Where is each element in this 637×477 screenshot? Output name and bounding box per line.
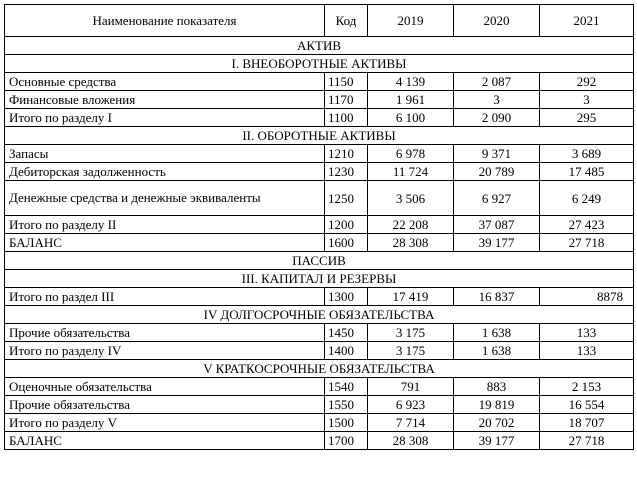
row-value-2021: 3 689	[540, 145, 634, 163]
row-name: БАЛАНС	[5, 234, 325, 252]
row-value-2021: 133	[540, 342, 634, 360]
row-code: 1450	[325, 324, 368, 342]
header-year-2021: 2021	[540, 5, 634, 37]
table-row	[5, 216, 634, 234]
row-name: Запасы	[5, 145, 325, 163]
section-row	[5, 270, 634, 288]
row-code: 1250	[325, 181, 368, 216]
balance-sheet-table	[4, 4, 634, 450]
row-code: 1170	[325, 91, 368, 109]
row-value-2021: 2 153	[540, 378, 634, 396]
row-value-2021: 292	[540, 73, 634, 91]
row-value-2019: 6 978	[368, 145, 454, 163]
header-year-2019: 2019	[368, 5, 454, 37]
table-row	[5, 396, 634, 414]
header-year-2020: 2020	[454, 5, 540, 37]
row-value-2020: 9 371	[454, 145, 540, 163]
row-name: Оценочные обязательства	[5, 378, 325, 396]
section-liabilities: ПАССИВ	[5, 252, 634, 270]
row-value-2020: 20 789	[454, 163, 540, 181]
row-value-2019: 11 724	[368, 163, 454, 181]
section-row	[5, 127, 634, 145]
row-code: 1700	[325, 432, 368, 450]
row-name: Итого по разделу IV	[5, 342, 325, 360]
row-value-2021: 133	[540, 324, 634, 342]
row-name: Прочие обязательства	[5, 324, 325, 342]
header-row	[5, 5, 634, 37]
section-short-term-liabilities: V КРАТКОСРОЧНЫЕ ОБЯЗАТЕЛЬСТВА	[5, 360, 634, 378]
row-value-2021: 18 707	[540, 414, 634, 432]
row-name: Итого по разделу V	[5, 414, 325, 432]
row-name: БАЛАНС	[5, 432, 325, 450]
row-value-2021: 16 554	[540, 396, 634, 414]
row-value-2021: 27 718	[540, 432, 634, 450]
section-row	[5, 360, 634, 378]
row-value-2020: 6 927	[454, 181, 540, 216]
row-value-2021: 17 485	[540, 163, 634, 181]
row-name: Дебиторская задолженность	[5, 163, 325, 181]
row-name: Денежные средства и денежные эквиваленты	[5, 181, 325, 216]
row-code: 1210	[325, 145, 368, 163]
row-code: 1100	[325, 109, 368, 127]
row-value-2019: 4 139	[368, 73, 454, 91]
section-row	[5, 37, 634, 55]
section-capital-reserves: III. КАПИТАЛ И РЕЗЕРВЫ	[5, 270, 634, 288]
row-value-2019: 3 175	[368, 324, 454, 342]
row-value-2019: 28 308	[368, 432, 454, 450]
row-code: 1550	[325, 396, 368, 414]
table-row	[5, 414, 634, 432]
row-name: Прочие обязательства	[5, 396, 325, 414]
row-value-2019: 6 100	[368, 109, 454, 127]
row-value-2021: 27 718	[540, 234, 634, 252]
row-code: 1500	[325, 414, 368, 432]
table-row	[5, 234, 634, 252]
table-row	[5, 73, 634, 91]
table-row	[5, 163, 634, 181]
row-value-2021: 8878	[540, 288, 634, 306]
section-noncurrent-assets: I. ВНЕОБОРОТНЫЕ АКТИВЫ	[5, 55, 634, 73]
row-value-2020: 1 638	[454, 342, 540, 360]
section-assets: АКТИВ	[5, 37, 634, 55]
row-value-2020: 19 819	[454, 396, 540, 414]
row-value-2019: 6 923	[368, 396, 454, 414]
row-code: 1150	[325, 73, 368, 91]
row-name: Основные средства	[5, 73, 325, 91]
row-code: 1200	[325, 216, 368, 234]
row-value-2019: 791	[368, 378, 454, 396]
row-value-2019: 3 175	[368, 342, 454, 360]
table-row	[5, 109, 634, 127]
row-value-2020: 3	[454, 91, 540, 109]
row-code: 1230	[325, 163, 368, 181]
row-value-2021: 3	[540, 91, 634, 109]
row-code: 1540	[325, 378, 368, 396]
table-row	[5, 432, 634, 450]
table-row	[5, 324, 634, 342]
row-code: 1600	[325, 234, 368, 252]
row-value-2019: 1 961	[368, 91, 454, 109]
row-value-2019: 17 419	[368, 288, 454, 306]
row-value-2020: 2 090	[454, 109, 540, 127]
row-value-2020: 20 702	[454, 414, 540, 432]
table-row	[5, 181, 634, 216]
row-value-2020: 16 837	[454, 288, 540, 306]
row-name: Итого по раздел III	[5, 288, 325, 306]
section-current-assets: II. ОБОРОТНЫЕ АКТИВЫ	[5, 127, 634, 145]
section-row	[5, 252, 634, 270]
row-value-2021: 27 423	[540, 216, 634, 234]
table-row	[5, 342, 634, 360]
row-value-2021: 6 249	[540, 181, 634, 216]
header-code: Код	[325, 5, 368, 37]
row-name: Итого по разделу II	[5, 216, 325, 234]
row-value-2020: 2 087	[454, 73, 540, 91]
header-name: Наименование показателя	[5, 5, 325, 37]
section-long-term-liabilities: IV ДОЛГОСРОЧНЫЕ ОБЯЗАТЕЛЬСТВА	[5, 306, 634, 324]
row-value-2019: 7 714	[368, 414, 454, 432]
row-value-2020: 883	[454, 378, 540, 396]
row-value-2019: 22 208	[368, 216, 454, 234]
row-value-2020: 39 177	[454, 432, 540, 450]
row-name: Финансовые вложения	[5, 91, 325, 109]
row-value-2019: 3 506	[368, 181, 454, 216]
row-code: 1400	[325, 342, 368, 360]
row-name: Итого по разделу I	[5, 109, 325, 127]
section-row	[5, 306, 634, 324]
row-value-2020: 39 177	[454, 234, 540, 252]
row-code: 1300	[325, 288, 368, 306]
row-value-2021: 295	[540, 109, 634, 127]
row-value-2020: 37 087	[454, 216, 540, 234]
section-row	[5, 55, 634, 73]
row-value-2019: 28 308	[368, 234, 454, 252]
table-row	[5, 378, 634, 396]
table-row	[5, 145, 634, 163]
row-value-2020: 1 638	[454, 324, 540, 342]
table-row	[5, 288, 634, 306]
table-row	[5, 91, 634, 109]
